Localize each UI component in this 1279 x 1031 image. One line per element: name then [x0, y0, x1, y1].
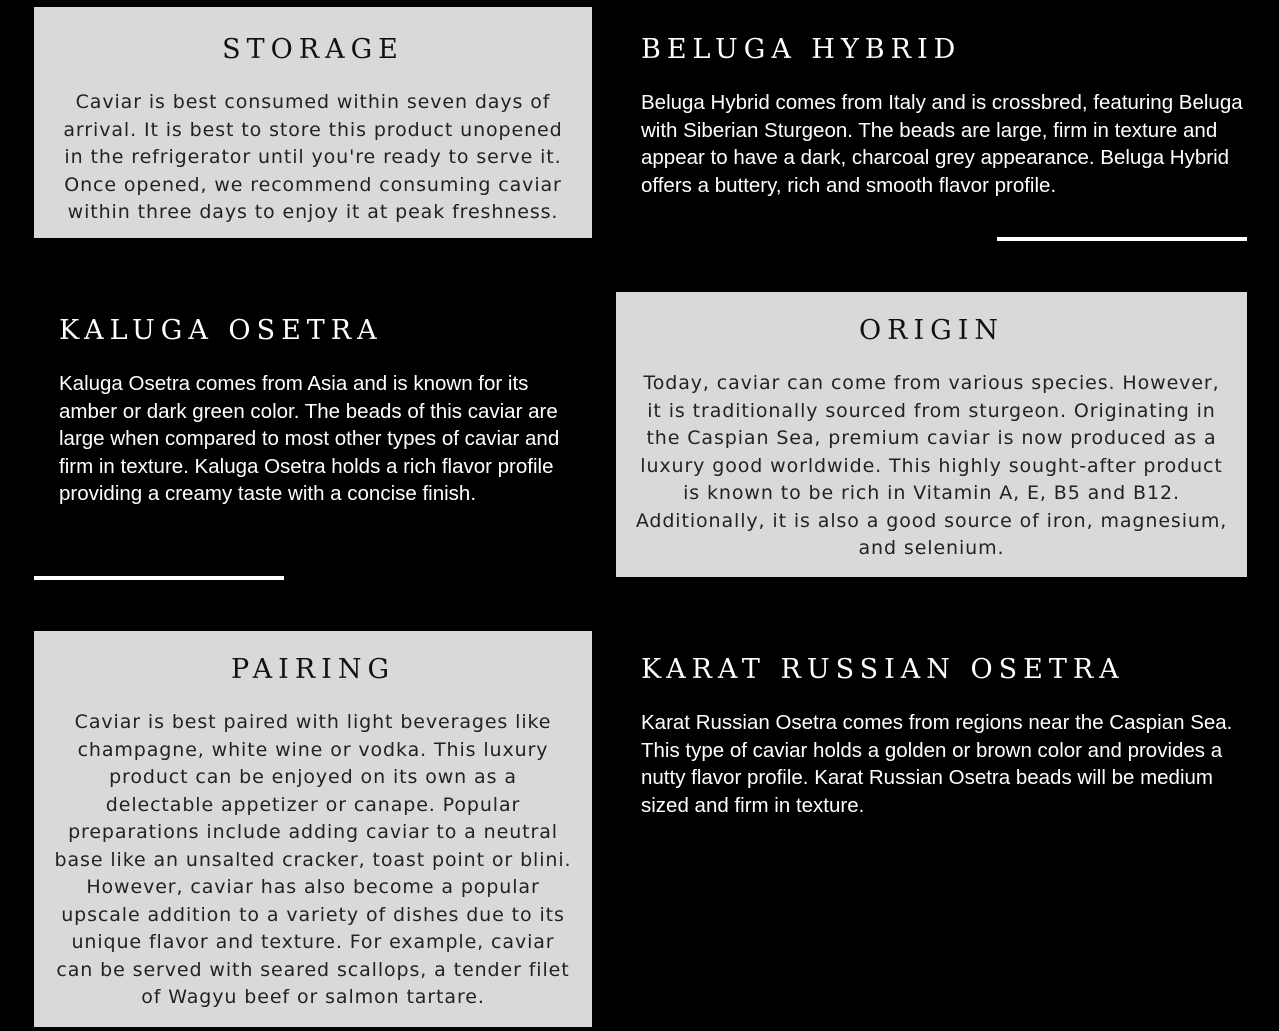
karat-russian-osetra-card	[616, 631, 1247, 881]
pairing-heading: PAIRING	[230, 654, 396, 685]
karat-russian-osetra-heading: KARAT RUSSIAN OSETRA	[641, 654, 1125, 685]
kaluga-osetra-heading: KALUGA OSETRA	[59, 315, 383, 346]
origin-text: Today, caviar can come from various species. However, it is traditionally sourced from sturgeon. Originating in the Caspian Sea, premium caviar is now produced as a luxury good worldwide. This highly sought-after product is known to be rich in Vitamin A, E, B5 and B12. Additionally, it is also a good source of iron, magnesium, and selenium.	[635, 372, 1228, 559]
beluga-hybrid-card	[616, 7, 1247, 232]
storage-heading: STORAGE	[222, 34, 404, 65]
pairing-text: Caviar is best paired with light beverages like champagne, white wine or vodka. This luxury product can be enjoyed on its own as a delectable appetizer or canape. Popular preparations include adding caviar to a neutral base like an unsalted cracker, toast point or blini. However, caviar has also become a popular upscale addition to a variety of dishes due to its unique flavor and texture. For example, caviar can be served with seared scallops, a tender filet of Wagyu beef or salmon tartare.	[54, 711, 572, 1008]
origin-card	[616, 292, 1247, 577]
storage-card	[34, 7, 592, 238]
beluga-hybrid-text: Beluga Hybrid comes from Italy and is crossbred, featuring Beluga with Siberian Sturgeon. The beads are large, firm in texture and appear to have a dark, charcoal grey appearance. Beluga Hybrid offers a buttery, rich and smooth flavor profile.	[641, 91, 1243, 197]
divider-rule	[34, 576, 284, 580]
pairing-card	[34, 631, 592, 1027]
beluga-hybrid-heading: BELUGA HYBRID	[641, 34, 962, 65]
kaluga-osetra-card	[34, 292, 592, 562]
kaluga-osetra-text: Kaluga Osetra comes from Asia and is known for its amber or dark green color. The beads of this caviar are large when compared to most other types of caviar and firm in texture. Kaluga Osetra holds a rich flavor profile providing a creamy taste with a concise finish.	[59, 372, 560, 505]
origin-heading: ORIGIN	[859, 315, 1004, 346]
karat-russian-osetra-text: Karat Russian Osetra comes from regions near the Caspian Sea. This type of caviar holds a golden or brown color and provides a nutty flavor profile. Karat Russian Osetra beads will be medium sized and firm in texture.	[641, 711, 1233, 817]
divider-rule	[997, 237, 1247, 241]
storage-text: Caviar is best consumed within seven days of arrival. It is best to store this product unopened in the refrigerator until you're ready to serve it. Once opened, we recommend consuming caviar within three days to enjoy it at peak freshness.	[63, 91, 563, 223]
